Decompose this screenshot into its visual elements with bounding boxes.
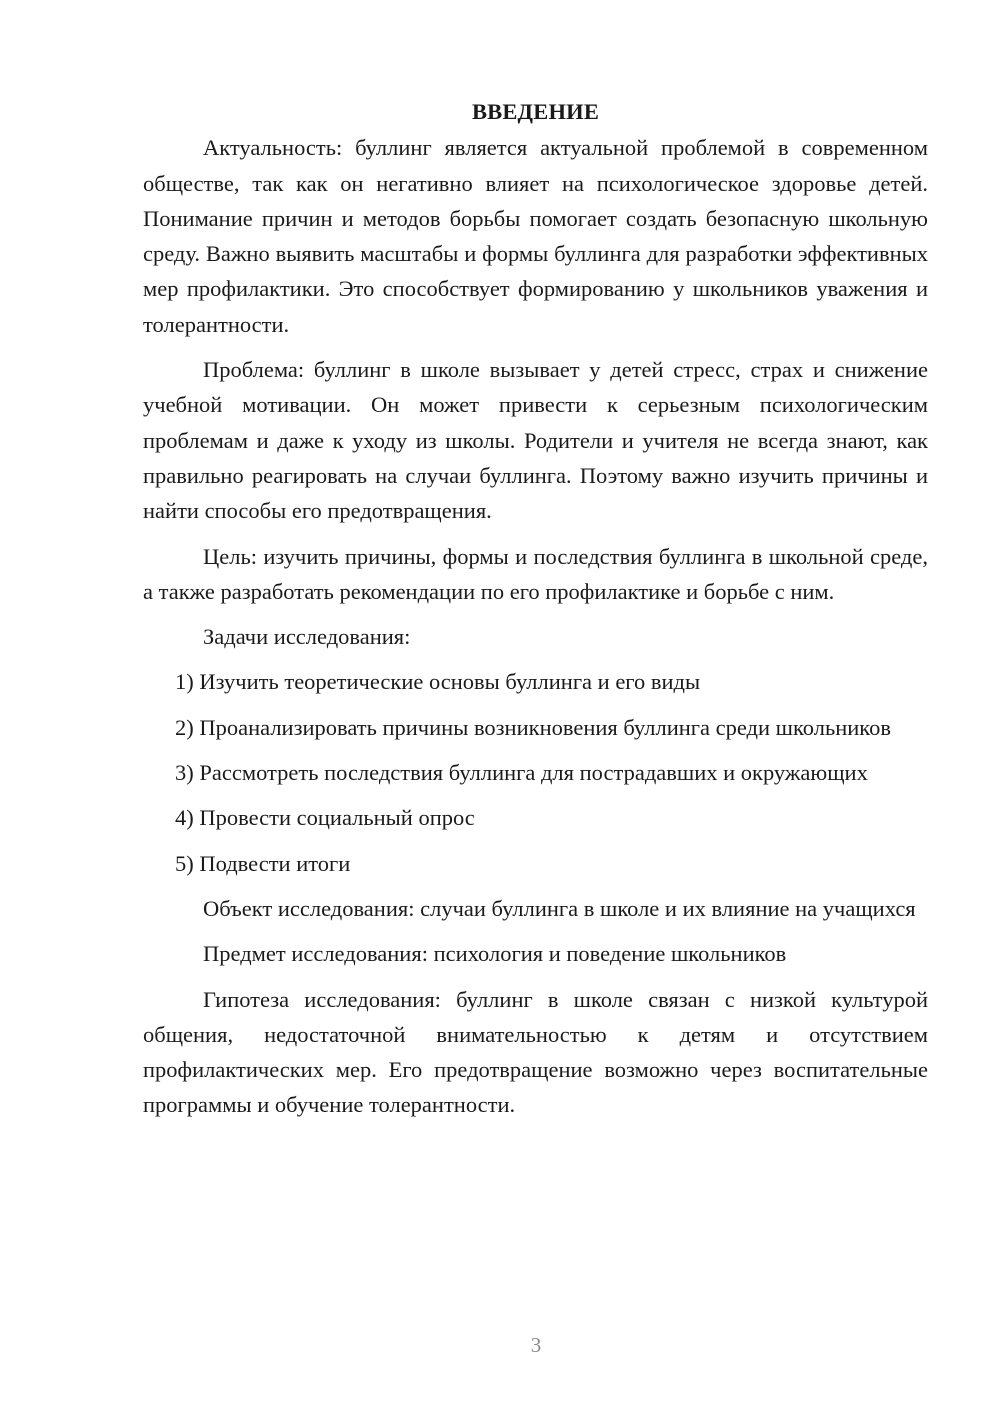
goal-paragraph: Цель: изучить причины, формы и последствия буллинга в школьной среде, а также разработать рекомендации по его профилактике и борьбе с ним. (143, 543, 928, 604)
hypothesis-paragraph: Гипотеза исследования: буллинг в школе связан с низкой культурой общения, недостаточной внимательностью к детям и отсутствием профилактических мер. Его предотвращение возможно через воспитательные программы и обучение толерантности. (143, 986, 928, 1118)
task-item: 4) Провести социальный опрос (175, 805, 475, 831)
task-item: 3) Рассмотреть последствия буллинга для пострадавших и окружающих (175, 760, 868, 786)
section-title: ВВЕДЕНИЕ (471, 99, 600, 124)
task-item: 5) Подвести итоги (175, 850, 351, 876)
object-paragraph: Объект исследования: случаи буллинга в школе и их влияние на учащихся (203, 895, 916, 921)
task-item: 2) Проанализировать причины возникновения буллинга среди школьников (175, 714, 891, 740)
relevance-paragraph: Актуальность: буллинг является актуальной проблемой в современном обществе, так как он негативно влияет на психологическое здоровье детей. Понимание причин и методов борьбы помогает создать безопасную школьную среду. Важно выявить масштабы и формы буллинга для разработки эффективных мер профилактики. Это способствует формированию у школьников уважения и толерантности. (143, 135, 928, 337)
problem-paragraph: Проблема: буллинг в школе вызывает у детей стресс, страх и снижение учебной мотивации. Он может привести к серьезным психологическим проблемам и даже к уходу из школы. Родители и учителя не всегда знают, как правильно реагировать на случаи буллинга. Поэтому важно изучить причины и найти способы его предотвращения. (143, 357, 928, 524)
page-body (143, 94, 928, 1133)
page-number: 3 (530, 1333, 542, 1357)
subject-paragraph: Предмет исследования: психология и поведение школьников (203, 941, 787, 967)
tasks-heading: Задачи исследования: (203, 624, 411, 650)
task-item: 1) Изучить теоретические основы буллинга и его виды (175, 669, 701, 695)
